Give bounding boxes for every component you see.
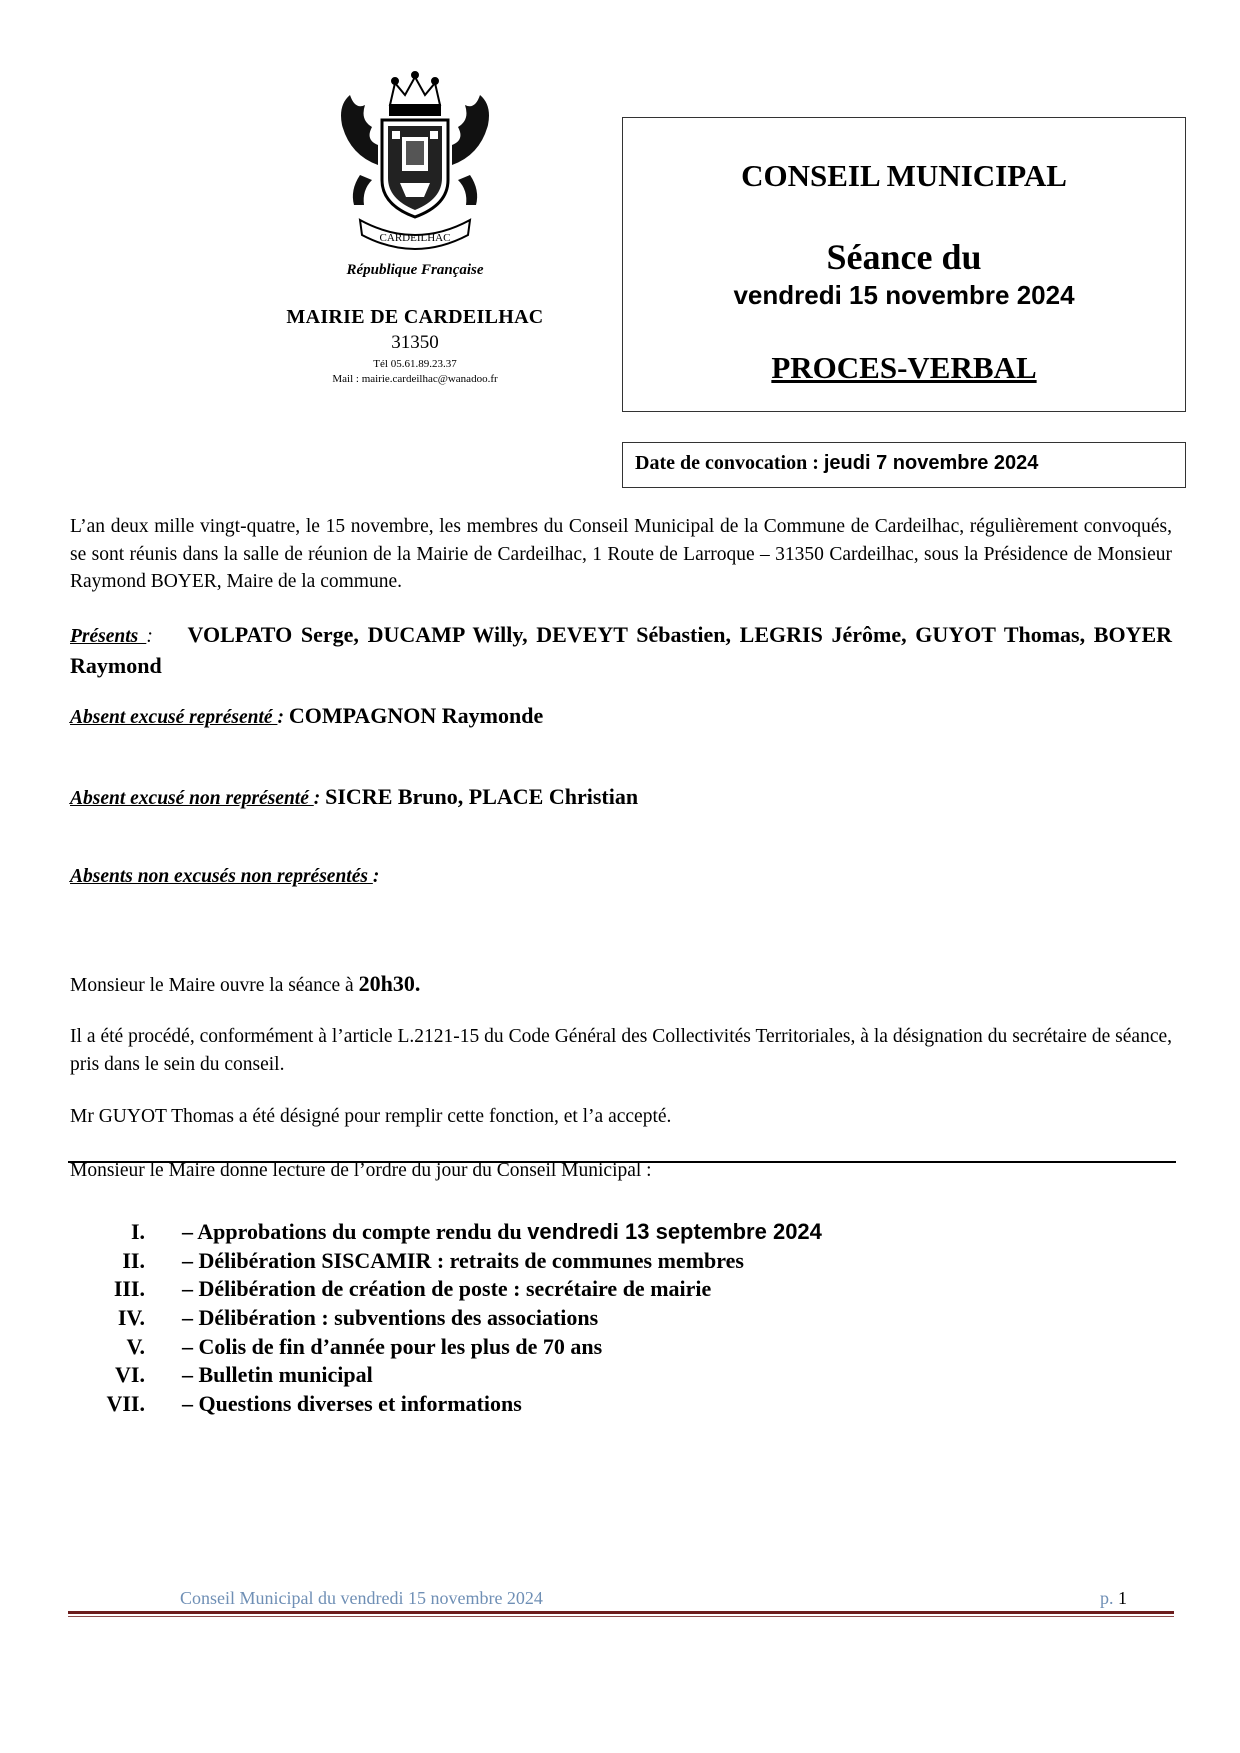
agenda-item-number: II. (122, 1247, 145, 1273)
convocation-label: Date de convocation : (635, 452, 824, 474)
absents-non-excuses-label: Absents non excusés non représentés (70, 866, 373, 887)
page-label: p. (1100, 1588, 1118, 1608)
republique-francaise: République Française (346, 262, 484, 278)
page-num: 1 (1118, 1588, 1127, 1608)
agenda-item-text (182, 1218, 822, 1247)
footer-title: Conseil Municipal du vendredi 15 novembre 2024 (180, 1588, 543, 1608)
absent-represente-label: Absent excusé représenté (70, 707, 278, 728)
agenda-item (70, 1390, 1170, 1419)
absent-represente-sep: : (277, 707, 284, 728)
email-address: Mail : mairie.cardeilhac@wanadoo.fr (332, 373, 498, 385)
absent-represente-names: COMPAGNON Raymonde (288, 703, 544, 728)
ouverture-line (70, 971, 420, 997)
mairie-name: MAIRIE DE CARDEILHAC (286, 306, 544, 328)
absent-non-represente-line (70, 784, 638, 810)
agenda-item-text (182, 1275, 711, 1304)
agenda-item (70, 1304, 1170, 1333)
agenda-item-label: – Délibération de création de poste : secrétaire de mairie (182, 1276, 712, 1302)
absent-non-represente-sep: : (313, 788, 321, 809)
agenda-item-text (182, 1304, 598, 1333)
agenda-item-label: – Approbations du compte rendu du (182, 1219, 528, 1244)
convocation-box (622, 442, 1186, 488)
agenda-item-label: – Bulletin municipal (182, 1362, 373, 1388)
agenda-item-text (182, 1247, 744, 1276)
agenda-list (70, 1218, 1170, 1419)
seance-label: Séance du (826, 237, 982, 277)
agenda-item-text (182, 1390, 522, 1419)
absent-non-represente-names: SICRE Bruno, PLACE Christian (325, 784, 639, 809)
telephone: Tél 05.61.89.23.37 (373, 358, 457, 370)
presents-line (70, 620, 1172, 680)
crest-motto: CARDEILHAC (379, 232, 451, 244)
agenda-item (70, 1218, 1170, 1247)
document-title: CONSEIL MUNICIPAL (741, 158, 1067, 193)
coat-of-arms-logo (320, 65, 510, 255)
proces-verbal-title: PROCES-VERBAL (771, 350, 1037, 385)
absents-non-excuses-line (70, 866, 379, 888)
agenda-item (70, 1247, 1170, 1276)
agenda-item-number: IV. (117, 1305, 145, 1331)
agenda-item-text (182, 1333, 602, 1362)
secretaire-paragraph: Il a été procédé, conformément à l’article L.2121-15 du Code Général des Collectivités Territoriales, à la désignation du secrétaire de séance, pris dans le sein du conseil. (70, 1026, 1172, 1075)
agenda-item-number: III. (113, 1276, 145, 1302)
agenda-item-text (182, 1361, 373, 1390)
presents-sep: : (146, 626, 153, 647)
agenda-item (70, 1361, 1170, 1390)
seance-date: vendredi 15 novembre 2024 (733, 280, 1075, 310)
footer-rule-thin (68, 1616, 1174, 1617)
agenda-item-number: VI. (115, 1362, 145, 1388)
intro-paragraph: L’an deux mille vingt-quatre, le 15 novembre, les membres du Conseil Municipal de la Commune de Cardeilhac, régulièrement convoqués, se sont réunis dans la salle de réunion de la Mairie de Cardeilhac, 1 Route de Larroque – 31350 Cardeilhac, sous la Présidence de Monsieur Raymond BOYER, Maire de la commune. (70, 516, 1172, 592)
agenda-item-label: – Questions diverses et informations (182, 1391, 522, 1417)
agenda-item (70, 1333, 1170, 1362)
presents-label: Présents (70, 626, 147, 647)
secretaire-nom: Mr GUYOT Thomas a été désigné pour remplir cette fonction, et l’a accepté. (70, 1106, 672, 1127)
agenda-item-date: vendredi 13 septembre 2024 (527, 1219, 822, 1244)
agenda-item (70, 1275, 1170, 1304)
agenda-item-label: – Délibération SISCAMIR : retraits de communes membres (182, 1247, 744, 1273)
agenda-item-label: – Colis de fin d’année pour les plus de 70 ans (182, 1333, 603, 1359)
page-number (1100, 1588, 1127, 1609)
absent-non-represente-label: Absent excusé non représenté (70, 788, 314, 809)
agenda-item-number: VII. (106, 1391, 145, 1417)
ordre-du-jour-intro: Monsieur le Maire donne lecture de l’ordre du jour du Conseil Municipal : (70, 1160, 652, 1181)
presents-names: VOLPATO Serge, DUCAMP Willy, DEVEYT Sébastien, LEGRIS Jérôme, GUYOT Thomas, BOYER Raymond (70, 622, 1173, 678)
ouverture-time: 20h30. (358, 971, 421, 996)
agenda-item-label: – Délibération : subventions des associations (182, 1305, 599, 1331)
absents-non-excuses-sep: : (372, 866, 380, 887)
footer-rule (68, 1611, 1174, 1614)
ouverture-text: Monsieur le Maire ouvre la séance à (70, 975, 359, 996)
absent-represente-line (70, 703, 543, 729)
postal-code: 31350 (391, 332, 439, 353)
agenda-item-number: V. (126, 1333, 145, 1359)
convocation-date: jeudi 7 novembre 2024 (823, 452, 1039, 474)
agenda-item-number: I. (130, 1219, 145, 1244)
